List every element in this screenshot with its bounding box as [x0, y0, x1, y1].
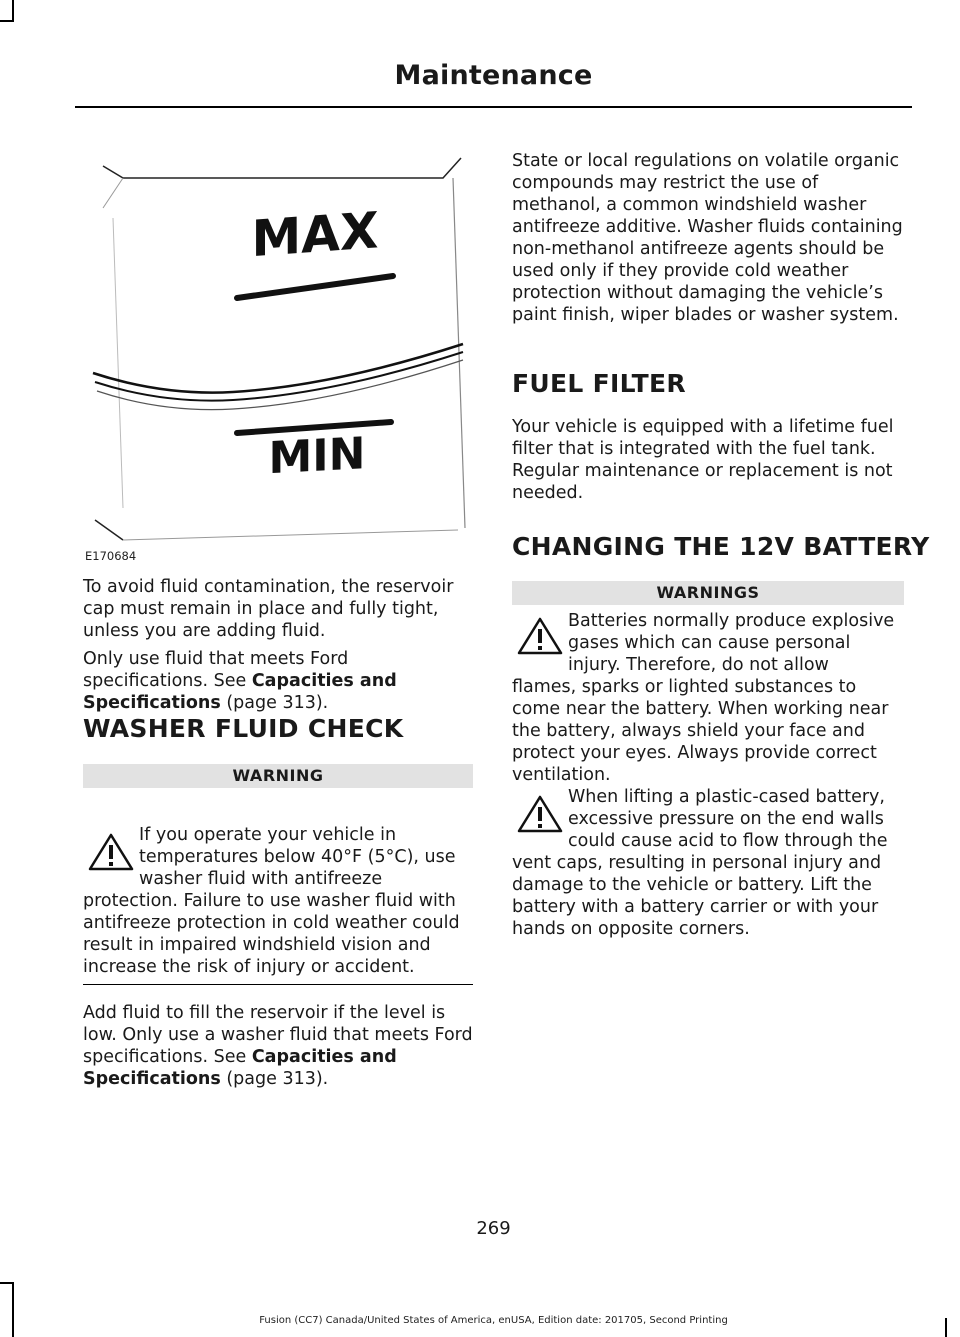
warning-line: could cause acid to flow through the	[568, 831, 888, 851]
battery-warning-1	[512, 610, 906, 786]
warning-line: gases which can cause personal	[568, 633, 851, 653]
battery-warning-2	[512, 786, 906, 940]
section-title-fuel-filter: FUEL FILTER	[512, 369, 686, 398]
max-label: MAX	[251, 201, 379, 269]
paragraph-text: Only use fluid that meets Ford specifications. See	[83, 649, 349, 691]
warning-line: When lifting a plastic-cased battery,	[568, 787, 885, 807]
warning-line: protection. Failure to use washer fluid with antifreeze protection in cold weather could result in impaired windshield vision and increase the risk of injury or accident.	[83, 891, 460, 977]
edition-footer: Fusion (CC7) Canada/United States of America, enUSA, Edition date: 201705, Second Printing	[259, 1315, 728, 1326]
section-title-washer-fluid-check: WASHER FLUID CHECK	[83, 714, 404, 743]
page-number: 269	[476, 1218, 511, 1239]
warning-line: injury. Therefore, do not allow	[568, 655, 829, 675]
add-fluid-paragraph	[83, 1002, 475, 1090]
crop-mark	[0, 1282, 14, 1284]
crop-mark	[12, 0, 14, 22]
warning-line: vent caps, resulting in personal injury and damage to the vehicle or battery. Lift the battery with a battery carrier or with your hands on opposite corners.	[512, 853, 882, 939]
min-label: MIN	[268, 428, 366, 485]
warning-line: flames, sparks or lighted substances to come near the battery. When working near the battery, always shield your face and protect your eyes. Always provide correct ventilation.	[512, 677, 889, 785]
paragraph-text: Add fluid to fill the reservoir if the level is low. Only use a washer fluid that meets Ford specifications. See	[83, 1003, 473, 1067]
warning-divider	[83, 984, 473, 985]
header-divider	[75, 106, 912, 108]
warning-line: temperatures below 40°F (5°C), use	[139, 847, 456, 867]
figure-id: E170684	[85, 549, 137, 563]
methanol-paragraph	[512, 150, 906, 326]
crop-mark	[0, 20, 14, 22]
section-title-changing-battery: CHANGING THE 12V BATTERY	[512, 532, 930, 561]
fuel-filter-paragraph	[512, 416, 906, 504]
warning-line: excessive pressure on the end walls	[568, 809, 884, 829]
warning-line: washer fluid with antifreeze	[139, 869, 383, 889]
fluid-spec-paragraph	[83, 648, 475, 714]
warning-line: If you operate your vehicle in	[139, 825, 397, 845]
paragraph-text: State or local regulations on volatile organic compounds may restrict the use of methanol, a common windshield washer antifreeze additive. Washer fluids containing non-methanol antifreeze agents should be used only if they provide cold weather protection without damaging the vehicle’s paint finish, wiper blades or washer system.	[512, 151, 903, 325]
warnings-header: WARNINGS	[512, 581, 904, 605]
reservoir-cap-paragraph	[83, 576, 475, 642]
page-title: Maintenance	[394, 60, 593, 91]
paragraph-text: Your vehicle is equipped with a lifetime fuel filter that is integrated with the fuel tank. Regular maintenance or replacement is not needed.	[512, 417, 894, 503]
capacities-link[interactable]: Capacities and Specifications	[83, 1047, 397, 1089]
warning-header: WARNING	[83, 764, 473, 788]
washer-warning-text	[83, 824, 475, 978]
reservoir-drawing	[83, 148, 475, 548]
warning-line: Batteries normally produce explosive	[568, 611, 895, 631]
reservoir-illustration	[83, 148, 475, 563]
page-reference: (page 313).	[220, 1069, 329, 1089]
capacities-link[interactable]: Capacities and Specifications	[83, 671, 397, 713]
page-reference: (page 313).	[220, 693, 329, 713]
crop-mark	[12, 1282, 14, 1337]
paragraph-text: To avoid fluid contamination, the reservoir cap must remain in place and fully tight, unless you are adding fluid.	[83, 577, 454, 641]
